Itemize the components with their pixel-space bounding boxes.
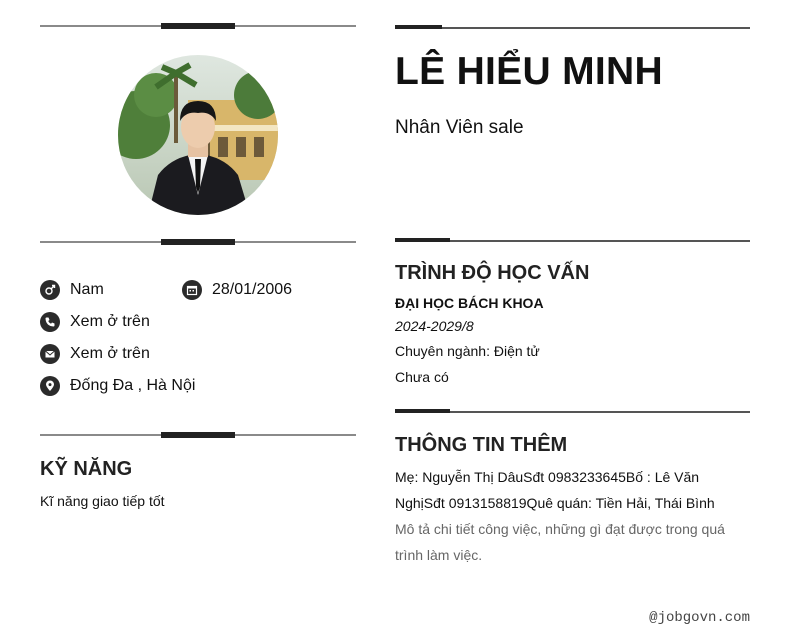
skills-title: KỸ NĂNG	[40, 458, 133, 480]
additional-line-1: Mẹ: Nguyễn Thị DâuSđt 0983233645Bố : Lê Văn	[395, 469, 700, 485]
birthdate-row	[182, 279, 292, 301]
description-line-1: Mô tả chi tiết công việc, những gì đạt được trong quá	[395, 521, 725, 537]
calendar-icon	[182, 280, 202, 300]
watermark: @jobgovn.com	[649, 610, 750, 626]
divider-skills	[40, 430, 356, 440]
additional-title: THÔNG TIN THÊM	[395, 434, 568, 456]
divider-education	[395, 237, 750, 245]
education-note: Chưa có	[395, 369, 449, 385]
phone-value: Xem ở trên	[70, 313, 150, 330]
location-pin-icon	[40, 376, 60, 396]
additional-line-2: NghịSđt 0913158819Quê quán: Tiền Hải, Thái Bình	[395, 495, 715, 511]
divider-contact	[40, 237, 356, 247]
gender-row	[40, 279, 104, 301]
avatar-photo	[118, 55, 278, 215]
education-school: ĐẠI HỌC BÁCH KHOA	[395, 295, 544, 311]
mail-icon	[40, 344, 60, 364]
education-time: 2024-2029/8	[395, 318, 474, 334]
email-row	[40, 343, 150, 365]
phone-icon	[40, 312, 60, 332]
phone-row	[40, 311, 150, 333]
description-line-2: trình làm việc.	[395, 547, 483, 563]
address-row	[40, 375, 195, 397]
email-value: Xem ở trên	[70, 345, 150, 362]
avatar	[118, 55, 278, 215]
divider-additional	[395, 408, 750, 416]
job-title: Nhân Viên sale	[395, 117, 524, 138]
skill-item: Kĩ năng giao tiếp tốt	[40, 493, 165, 509]
gender-icon	[40, 280, 60, 300]
candidate-name: LÊ HIỂU MINH	[395, 50, 663, 93]
gender-value: Nam	[70, 281, 104, 298]
address-value: Đống Đa , Hà Nội	[70, 377, 196, 394]
education-major: Chuyên ngành: Điện tử	[395, 343, 540, 359]
education-title: TRÌNH ĐỘ HỌC VẤN	[395, 262, 590, 284]
birthdate-value: 28/01/2006	[212, 281, 293, 298]
divider-top-right	[395, 24, 750, 32]
divider-top-left	[40, 21, 356, 31]
